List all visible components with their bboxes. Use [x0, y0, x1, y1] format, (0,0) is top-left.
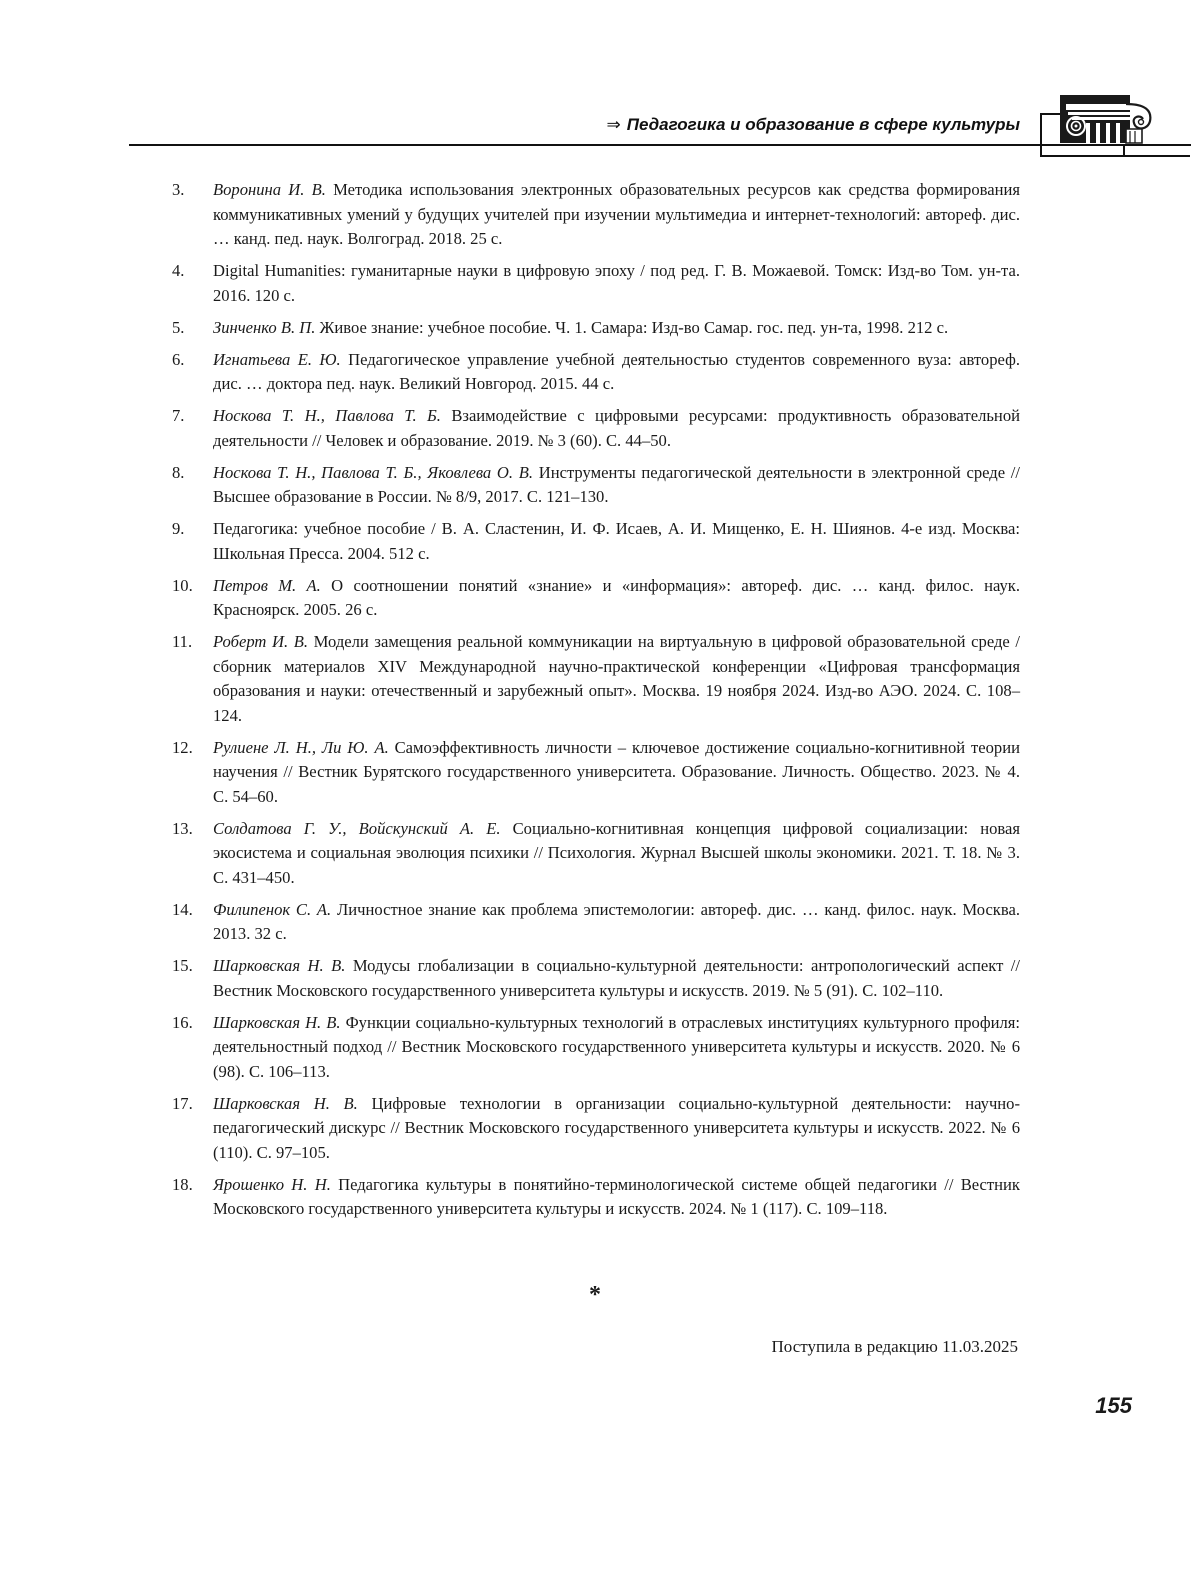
- reference-number: 7.: [172, 406, 185, 425]
- reference-author: Шарковская Н. В.: [213, 1012, 341, 1032]
- reference-number: 12.: [172, 737, 193, 757]
- reference-number: 17.: [172, 1093, 193, 1113]
- reference-item: [172, 259, 1020, 308]
- reference-item: [172, 736, 1020, 810]
- arrow-icon: ⇒: [606, 115, 621, 134]
- reference-text: Модусы глобализации в социально-культурной деятельности: антропологический аспект // Вестник Московского государственного университета культуры и искусств. 2019. № 5 (91). С. 102–110.: [213, 956, 1021, 1000]
- reference-text: Личностное знание как проблема эпистемологии: автореф. дис. … канд. филос. наук. Москва. 2013. 32 с.: [213, 899, 1020, 943]
- reference-author: Ярошенко Н. Н.: [213, 1174, 331, 1194]
- reference-item: [172, 898, 1020, 947]
- reference-number: 4.: [172, 261, 185, 280]
- reference-author: Рулиене Л. Н., Ли Ю. А.: [213, 737, 389, 757]
- reference-item: [172, 316, 1020, 341]
- reference-author: Игнатьева Е. Ю.: [213, 349, 341, 369]
- reference-number: 8.: [172, 462, 185, 482]
- reference-item: [172, 178, 1020, 252]
- reference-author: Зинченко В. П.: [213, 317, 316, 337]
- reference-item: [172, 517, 1020, 566]
- reference-author: Шарковская Н. В.: [213, 1093, 358, 1113]
- reference-text: О соотношении понятий «знание» и «информация»: автореф. дис. … канд. филос. наук. Красноярск. 2005. 26 с.: [213, 575, 1020, 619]
- reference-text: Социально-когнитивная концепция цифровой социализации: новая экосистема и социальная эволюция психики // Психология. Журнал Высшей школы экономики. 2021. Т. 18. № 3. С. 431–450.: [213, 818, 1020, 887]
- reference-author: Петров М. А.: [213, 575, 321, 595]
- reference-author: Филипенок С. А.: [213, 899, 332, 919]
- running-header: [607, 115, 1020, 135]
- reference-author: Носкова Т. Н., Павлова Т. Б., Яковлева О. В.: [213, 462, 534, 482]
- reference-item: [172, 404, 1020, 453]
- reference-number: 3.: [172, 180, 185, 199]
- reference-item: [172, 461, 1020, 510]
- ionic-column-capital-icon: [1060, 95, 1170, 145]
- reference-number: 5.: [172, 317, 185, 337]
- reference-text: Живое знание: учебное пособие. Ч. 1. Самара: Изд-во Самар. гос. пед. ун-та, 1998. 212 с.: [315, 317, 949, 337]
- reference-text: Методика использования электронных образовательных ресурсов как средства формирования коммуникативных умений у будущих учителей при изучении мультимедиа и интернет-технологий: автореф. дис. … канд. пед. наук. Волгоград. 2018. 25 с.: [213, 180, 1020, 248]
- reference-number: 10.: [172, 575, 193, 595]
- reference-text: Digital Humanities: гуманитарные науки в цифровую эпоху / под ред. Г. В. Можаевой. Томск: Изд-во Том. ун-та. 2016. 120 с.: [213, 261, 1020, 305]
- reference-text: Взаимодействие с цифровыми ресурсами: продуктивность образовательной деятельности // Человек и образование. 2019. № 3 (60). С. 44–50.: [213, 406, 1020, 450]
- reference-text: Педагогика культуры в понятийно-терминологической системе общей педагогики // Вестник Московского государственного университета культуры и искусств. 2024. № 1 (117). С. 109–118.: [213, 1174, 1020, 1218]
- reference-item: [172, 348, 1020, 397]
- page-number: 155: [1095, 1393, 1132, 1418]
- reference-text: Самоэффективность личности – ключевое достижение социально-когнитивной теории научения // Вестник Бурятского государственного университета. Образование. Личность. Общество. 2023. № 4. С. 54–60.: [213, 737, 1020, 806]
- journal-logo: [1040, 95, 1190, 157]
- reference-number: 15.: [172, 956, 193, 975]
- reference-item: [172, 954, 1020, 1003]
- header-rule: [129, 144, 1191, 146]
- reference-text: Педагогика: учебное пособие / В. А. Сластенин, И. Ф. Исаев, А. И. Мищенко, Е. Н. Шиянов. 4-е изд. Москва: Школьная Пресса. 2004. 512 с.: [213, 519, 1020, 563]
- reference-author: Шарковская Н. В.: [213, 956, 346, 975]
- reference-item: [172, 630, 1020, 728]
- reference-item: [172, 574, 1020, 623]
- reference-author: Воронина И. В.: [213, 180, 326, 199]
- reference-number: 6.: [172, 349, 185, 369]
- reference-author: Солдатова Г. У., Войскунский А. Е.: [213, 818, 501, 838]
- reference-item: [172, 1173, 1020, 1222]
- reference-number: 18.: [172, 1174, 193, 1194]
- reference-author: Носкова Т. Н., Павлова Т. Б.: [213, 406, 441, 425]
- reference-number: 11.: [172, 632, 193, 651]
- reference-text: Цифровые технологии в организации социально-культурной деятельности: научно-педагогический дискурс // Вестник Московского государственного университета культуры и искусств. 2022. № 6 (110). С. 97–105.: [213, 1093, 1021, 1162]
- reference-item: [172, 1092, 1020, 1166]
- reference-item: [172, 1011, 1020, 1085]
- section-separator: *: [589, 1282, 601, 1308]
- reference-number: 16.: [172, 1012, 193, 1032]
- reference-text: Модели замещения реальной коммуникации на виртуальную в цифровой образовательной среде / сборник материалов XIV Международной научно-практической конференции «Цифровая трансформация образования и науки: отечественный и зарубежный опыт». Москва. 19 ноября 2024. Изд-во АЭО. 2024. С. 108–124.: [213, 632, 1020, 725]
- reference-text: Функции социально-культурных технологий в отраслевых институциях культурного профиля: деятельностный подход // Вестник Московского государственного университета культуры и искусств. 2020. № 6 (98). С. 106–113.: [213, 1012, 1020, 1081]
- reference-author: Роберт И. В.: [213, 632, 309, 651]
- reference-text: Педагогическое управление учебной деятельностью студентов современного вуза: автореф. дис. … доктора пед. наук. Великий Новгород. 2015. 44 с.: [213, 349, 1020, 393]
- reference-number: 14.: [172, 899, 193, 919]
- reference-number: 13.: [172, 818, 193, 838]
- section-title: Педагогика и образование в сфере культуры: [626, 115, 1020, 134]
- reference-list: [172, 178, 1020, 1229]
- reference-text: Инструменты педагогической деятельности в электронной среде // Высшее образование в России. № 8/9, 2017. С. 121–130.: [213, 462, 1020, 506]
- received-date: Поступила в редакцию 11.03.2025: [771, 1337, 1018, 1356]
- reference-number: 9.: [172, 519, 185, 538]
- reference-item: [172, 817, 1020, 891]
